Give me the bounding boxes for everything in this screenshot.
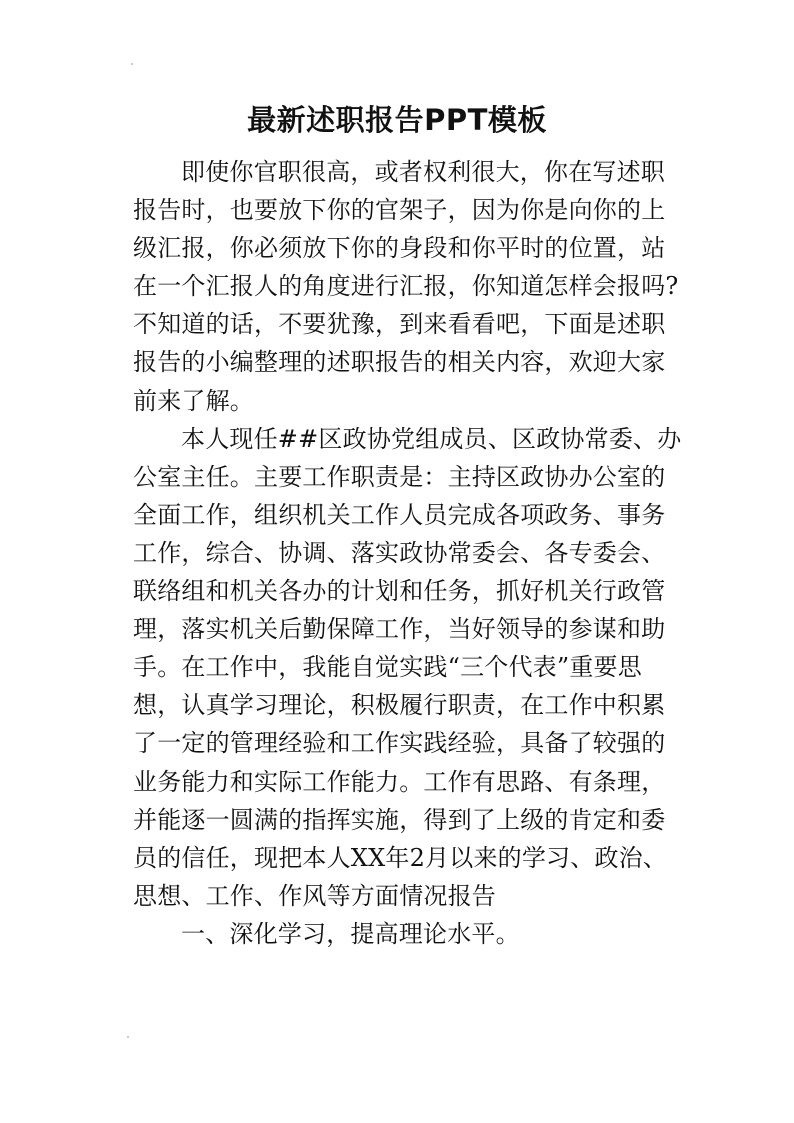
paragraph-line: 员的信任，现把本人XX年2月以来的学习、政治、 (133, 843, 668, 872)
paragraph-line: 报告的小编整理的述职报告的相关内容，欢迎大家 (133, 348, 666, 377)
section-heading: 一、深化学习，提高理论水平。 (181, 919, 520, 948)
paragraph-line: 级汇报，你必须放下你的身段和你平时的位置，站 (133, 234, 666, 263)
paragraph-line: 公室主任。主要工作职责是：主持区政协办公室的 (133, 462, 666, 491)
paragraph-line: 手。在工作中，我能自觉实践“三个代表”重要思 (133, 653, 642, 682)
paragraph-line: 前来了解。 (133, 386, 254, 415)
document-title: 最新述职报告PPT模板 (247, 103, 547, 137)
paragraph-line: 在一个汇报人的角度进行汇报，你知道怎样会报吗? (133, 272, 679, 301)
paragraph-line: 本人现任##区政协党组成员、区政协常委、办 (181, 424, 682, 453)
scan-speck (131, 63, 133, 65)
paragraph-line: 即使你官职很高，或者权利很大，你在写述职 (181, 158, 665, 186)
paragraph-line: 业务能力和实际工作能力。工作有思路、有条理， (133, 767, 666, 796)
paragraph-line: 不知道的话，不要犹豫，到来看看吧，下面是述职 (133, 310, 666, 339)
paragraph-line: 全面工作，组织机关工作人员完成各项政务、事务 (133, 500, 666, 529)
paragraph-line: 联络组和机关各办的计划和任务，抓好机关行政管 (133, 577, 666, 606)
document-body (133, 153, 682, 953)
paragraph-line: 了一定的管理经验和工作实践经验，具备了较强的 (133, 729, 666, 758)
paragraph-line: 并能逐一圆满的指挥实施，得到了上级的肯定和委 (133, 805, 666, 834)
scan-speck (127, 1036, 129, 1038)
paragraph-line: 想，认真学习理论，积极履行职责，在工作中积累 (133, 691, 666, 720)
paragraph-line: 思想、工作、作风等方面情况报告 (133, 881, 496, 910)
paragraph-line: 工作，综合、协调、落实政协常委会、各专委会、 (133, 538, 666, 567)
paragraph-line: 报告时，也要放下你的官架子，因为你是向你的上 (133, 196, 666, 225)
paragraph-line: 理，落实机关后勤保障工作，当好领导的参谋和助 (133, 615, 666, 644)
